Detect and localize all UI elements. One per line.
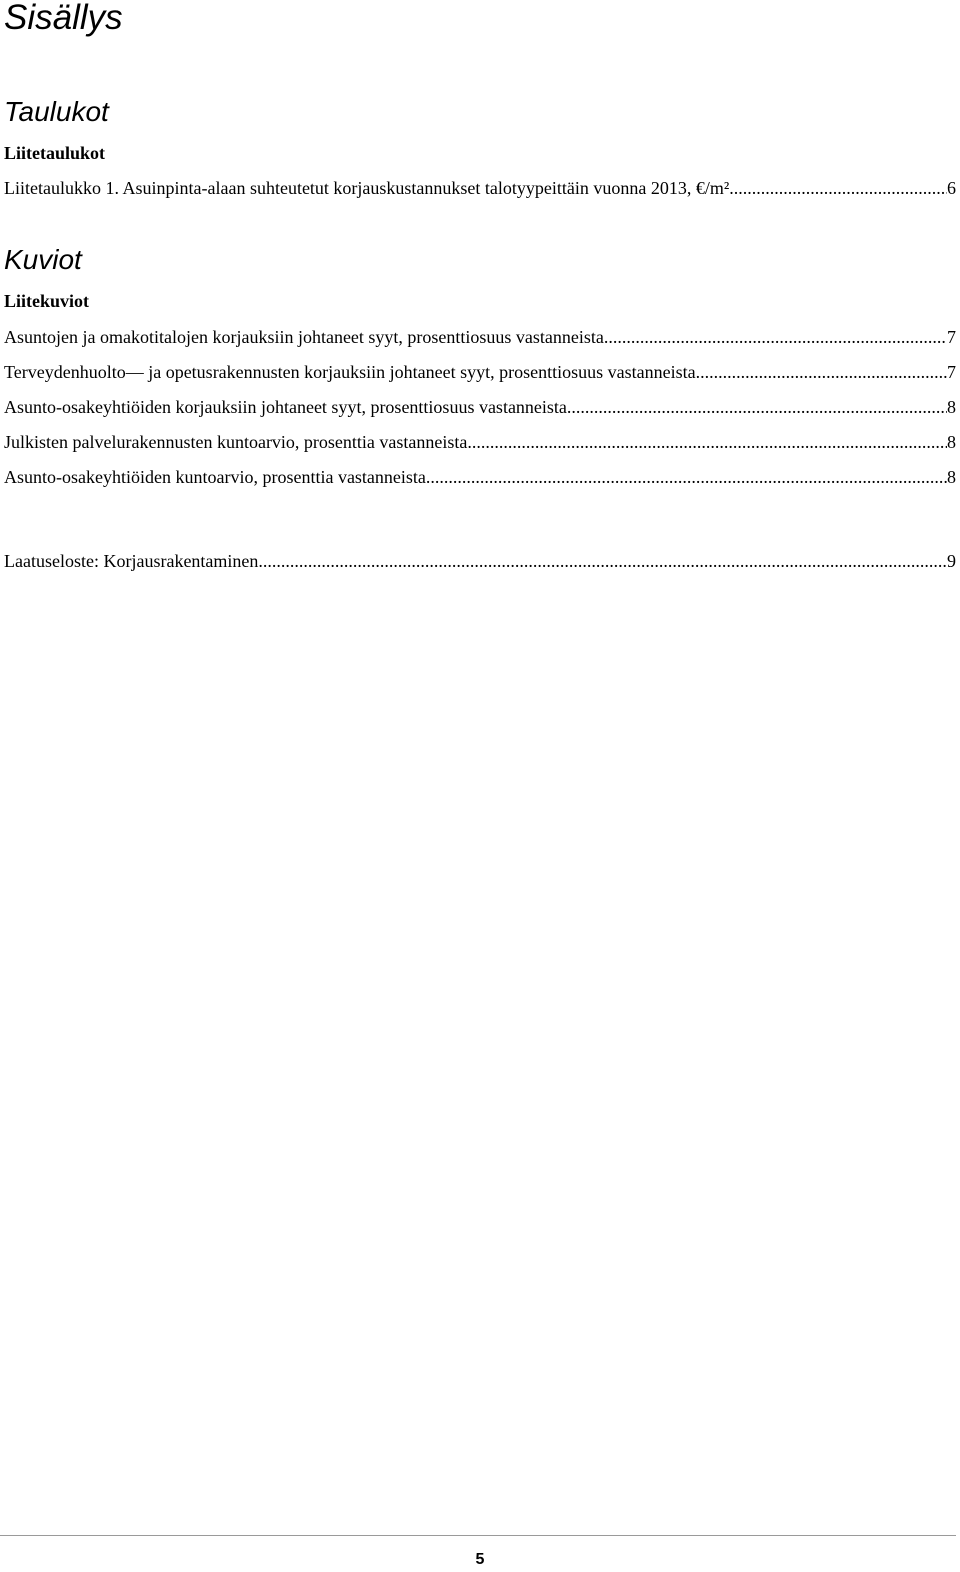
toc-entry-page: 8 (947, 432, 956, 452)
section-heading-tables: Taulukot (4, 96, 109, 127)
page-number: 5 (475, 1551, 485, 1568)
toc-entry-text: Julkisten palvelurakennusten kuntoarvio, prosenttia vastanneista (4, 432, 468, 452)
toc-entry-text: Asunto-osakeyhtiöiden korjauksiin johtaneet syyt, prosenttiosuus vastanneista (4, 397, 567, 417)
toc-entry-page: 7 (947, 362, 956, 382)
toc-entry-text: Terveydenhuolto— ja opetusrakennusten korjauksiin johtaneet syyt, prosenttiosuus vastanneista (4, 362, 696, 382)
toc-entry-page: 7 (947, 327, 956, 347)
toc-leader-dots (467, 431, 947, 453)
toc-leader-dots (567, 396, 947, 418)
toc-leader-dots (426, 466, 947, 488)
toc-entry-page: 8 (947, 397, 956, 417)
page-title: Sisällys (4, 0, 123, 37)
toc-entry-page: 8 (947, 467, 956, 487)
toc-entry[interactable] (4, 431, 956, 453)
toc-entry[interactable] (4, 177, 956, 199)
toc-leader-dots (729, 177, 947, 199)
section-heading-figures: Kuviot (4, 244, 82, 275)
footer-divider (0, 1535, 956, 1536)
toc-leader-dots (604, 326, 947, 348)
toc-entry[interactable] (4, 326, 956, 348)
toc-entry-page: 6 (947, 178, 956, 198)
subheading-appendix-tables: Liitetaulukot (4, 143, 106, 163)
toc-entry-text: Laatuseloste: Korjausrakentaminen (4, 551, 259, 571)
toc-entry[interactable] (4, 396, 956, 418)
toc-entry[interactable] (4, 550, 956, 572)
toc-entry[interactable] (4, 361, 956, 383)
subheading-appendix-figures: Liitekuviot (4, 291, 90, 311)
toc-entry-text: Asuntojen ja omakotitalojen korjauksiin johtaneet syyt, prosenttiosuus vastanneista (4, 327, 604, 347)
toc-leader-dots (696, 361, 947, 383)
toc-entry-text: Asunto-osakeyhtiöiden kuntoarvio, prosenttia vastanneista (4, 467, 426, 487)
toc-entry-page: 9 (947, 551, 956, 571)
toc-entry-text: Liitetaulukko 1. Asuinpinta-alaan suhteutetut korjauskustannukset talotyypeittäin vuonna 2013, €/m² (4, 178, 730, 198)
toc-entry[interactable] (4, 466, 956, 488)
toc-leader-dots (258, 550, 947, 572)
